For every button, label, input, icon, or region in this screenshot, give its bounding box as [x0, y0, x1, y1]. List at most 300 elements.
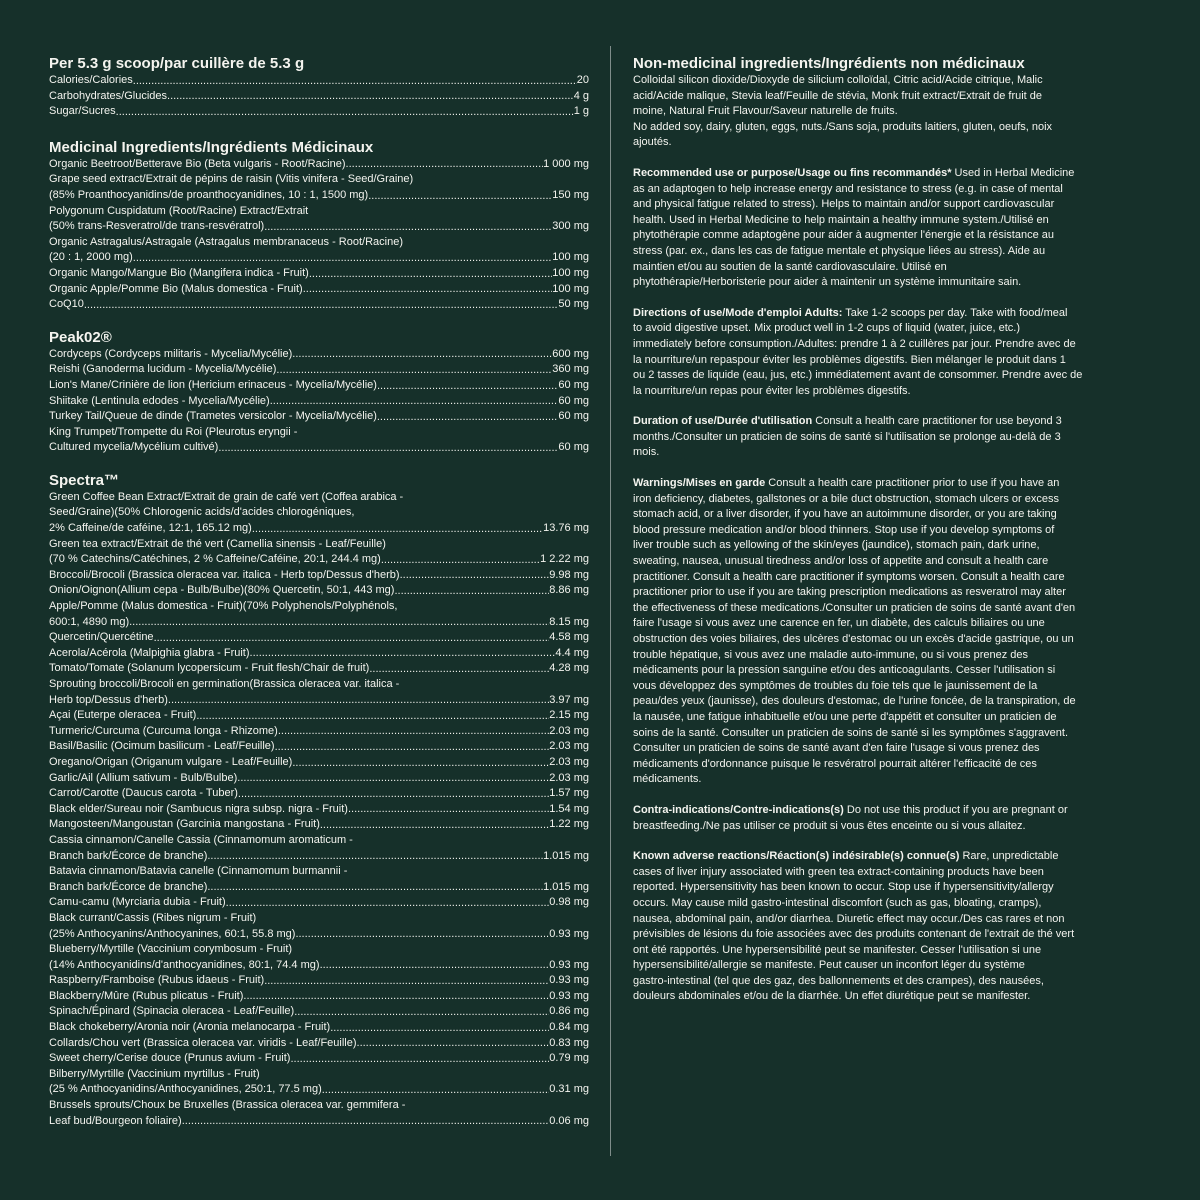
- paragraph-text: occurs. May cause mild gastro-intestinal discomfort (such as gas, bloating, cramps),: [633, 896, 1042, 909]
- ingredient-row: [49, 568, 589, 584]
- ingredient-line: Apple/Pomme (Malus domestica - Fruit)(70% Polyphenols/Polyphénols,: [49, 600, 398, 613]
- paragraph-text: nausea, abdominal pain, and/or diarrhea. Diuretic effect may occur./Des cas rares et non: [633, 912, 1065, 925]
- paragraph-text: vous développez des symptômes de troubles du foie tels que le jaunissement de la: [633, 679, 1038, 692]
- ingredient-name: Turmeric/Curcuma (Curcuma longa - Rhizome): [49, 724, 278, 737]
- right-column: [633, 55, 1158, 1020]
- ingredient-row: [49, 1036, 589, 1052]
- ingredient-row: [49, 89, 589, 105]
- paragraph-line: [633, 368, 1158, 384]
- paragraph-text: Do not use this product if you are pregnant or: [843, 803, 1068, 816]
- paragraph-line: [633, 430, 1158, 446]
- ingredient-row: [49, 347, 589, 363]
- ingredient-name: 600:1, 4890 mg): [49, 615, 130, 628]
- ingredient-amount: 1 2.22 mg: [540, 553, 589, 566]
- paragraph-text: Consulter un praticien de soins de santé avant d'en faire l'usage si vous prenez des: [633, 742, 1040, 755]
- info-paragraph: [633, 803, 1158, 834]
- ingredient-line: Green tea extract/Extrait de thé vert (Camellia sinensis - Leaf/Feuille): [49, 537, 386, 550]
- right-paragraphs: [633, 166, 1158, 1005]
- ingredient-name: Organic Mango/Mangue Bio (Mangifera indica - Fruit): [49, 266, 309, 279]
- ingredient-amount: 60 mg: [558, 441, 589, 454]
- paragraph-text: practitioner prior to use if you are taking prescription medications as resveratrol may alter: [633, 586, 1066, 599]
- paragraph-line: [633, 213, 1158, 229]
- ingredient-line: Polygonum Cuspidatum (Root/Racine) Extract/Extrait: [49, 204, 309, 217]
- column-divider: [610, 46, 611, 1156]
- ingredient-name: Mangosteen/Mangoustan (Garcinia mangostana - Fruit): [49, 818, 320, 831]
- nonmedicinal-line: moine, Natural Fruit Flavour/Saveur naturelle de fruits.: [633, 105, 898, 118]
- dot-leader: [320, 819, 549, 833]
- ingredient-name: Black elder/Sureau noir (Sambucus nigra subsp. nigra - Fruit): [49, 802, 348, 815]
- dot-leader: [218, 442, 558, 456]
- paragraph-line: [633, 228, 1158, 244]
- dot-leader: [292, 757, 549, 771]
- ingredient-name: Leaf bud/Bourgeon foliaire): [49, 1114, 182, 1127]
- ingredient-amount: 1.015 mg: [543, 849, 589, 862]
- ingredient-amount: 60 mg: [558, 378, 589, 391]
- ingredient-amount: 0.93 mg: [549, 974, 589, 987]
- ingredient-amount: 1 000 mg: [543, 157, 589, 170]
- ingredient-amount: 360 mg: [552, 363, 589, 376]
- paragraph-line: [633, 507, 1158, 523]
- serving-title: Per 5.3 g scoop/par cuillère de 5.3 g: [49, 55, 305, 72]
- paragraph-text: ont été rapportés. Une hypersensibilité peut se manifester. Cesser l'utilisation si une: [633, 943, 1042, 956]
- ingredient-amount: 2.03 mg: [549, 740, 589, 753]
- dot-leader: [400, 569, 550, 583]
- dot-leader: [154, 632, 550, 646]
- ingredient-amount: 100 mg: [552, 282, 589, 295]
- ingredient-row: [49, 1051, 589, 1067]
- ingredient-name: Açai (Euterpe oleracea - Fruit): [49, 709, 197, 722]
- ingredient-amount: 9.98 mg: [549, 568, 589, 581]
- paragraph-text: médicaments d'ordonnance puisque le resvératrol pourrait altérer l'efficacité de ces: [633, 757, 1037, 770]
- ingredient-name: (50% trans-Resveratrol/de trans-resvératrol): [49, 220, 265, 233]
- ingredient-amount: 4.4 mg: [555, 646, 589, 659]
- paragraph-text: Used in Herbal Medicine: [951, 166, 1075, 179]
- ingredient-amount: 100 mg: [552, 266, 589, 279]
- dot-leader: [357, 1037, 550, 1051]
- paragraph-text: Take 1-2 scoops per day. Take with food/meal: [842, 306, 1068, 319]
- medicinal-rows: [49, 157, 589, 313]
- paragraph-text: prévisibles de lésions du foie associées avec des produits contenant de l'extrait de thé vert: [633, 928, 1075, 941]
- paragraph-line: [633, 974, 1158, 990]
- paragraph-text: phytothérapie/Herboristerie pour aider à maintenir un système immunitaire sain.: [633, 276, 1022, 289]
- dot-leader: [237, 772, 549, 786]
- ingredient-row: [49, 646, 589, 662]
- ingredient-name: (25% Anthocyanins/Anthocyanines, 60:1, 55.8 mg): [49, 927, 296, 940]
- ingredient-name: Garlic/Ail (Allium sativum - Bulb/Bulbe): [49, 771, 238, 784]
- paragraph-text: to avoid digestive upset. Mix product well in 1-2 cups of liquid (water, juice, etc.): [633, 322, 1021, 335]
- nonmedicinal-line: acid/Acide malique, Stevia leaf/Feuille de stévia, Monk fruit extract/Extrait de fruit de: [633, 89, 1043, 102]
- ingredient-amount: 0.83 mg: [549, 1036, 589, 1049]
- paragraph-text: blood pressure medication and/or blood thinners. Stop use if you develop symptoms of: [633, 523, 1055, 536]
- paragraph-text: trouble hépatique, si vous avez une maladie auto-immune, ou si vous prenez des: [633, 648, 1029, 661]
- peak-section: [49, 329, 589, 456]
- ingredient-name: Carrot/Carotte (Daucus carota - Tuber): [49, 787, 238, 800]
- ingredient-row: [49, 661, 589, 677]
- paragraph-line: [633, 476, 1158, 492]
- ingredient-row: [49, 440, 589, 456]
- paragraph-line: [633, 337, 1158, 353]
- dot-leader: [129, 616, 549, 630]
- paragraph-line: [633, 726, 1158, 742]
- ingredient-name: Sugar/Sucres: [49, 105, 116, 118]
- ingredient-name: 2% Caffeine/de caféine, 12:1, 165.12 mg): [49, 522, 252, 535]
- ingredient-name: (20 : 1, 2000 mg): [49, 251, 133, 264]
- dot-leader: [320, 959, 550, 973]
- dot-leader: [368, 190, 552, 204]
- ingredient-amount: 60 mg: [558, 410, 589, 423]
- paragraph-label: Contra-indications/Contre-indications(s): [633, 803, 844, 816]
- paragraph-line: [633, 632, 1158, 648]
- ingredient-name: Organic Apple/Pomme Bio (Malus domestica - Fruit): [49, 282, 303, 295]
- ingredient-line: Sprouting broccoli/Brocoli en germination(Brassica oleracea var. italica -: [49, 678, 400, 690]
- ingredient-row: [49, 521, 589, 537]
- ingredient-line: Blueberry/Myrtille (Vaccinium corymbosum - Fruit): [49, 943, 293, 956]
- left-column: [49, 55, 589, 1145]
- paragraph-text: Consult a health care practitioner for use beyond 3: [812, 415, 1062, 428]
- ingredient-row: [49, 1020, 589, 1036]
- ingredient-amount: 4.58 mg: [549, 631, 589, 644]
- ingredient-row: [49, 786, 589, 802]
- paragraph-line: [633, 616, 1158, 632]
- dot-leader: [264, 975, 549, 989]
- ingredient-amount: 1.015 mg: [543, 880, 589, 893]
- ingredient-amount: 20: [576, 74, 589, 86]
- paragraph-text: la nourriture/un repas pour éviter les problèmes digestifs.: [633, 384, 911, 397]
- dot-leader: [252, 523, 543, 537]
- dot-leader: [264, 221, 552, 235]
- ingredient-name: Cordyceps (Cordyceps militaris - Mycelia/Mycélie): [49, 347, 293, 360]
- ingredient-name: Shiitake (Lentinula edodes - Mycelia/Mycélie): [49, 394, 270, 407]
- ingredient-name: Turkey Tail/Queue de dinde (Trametes versicolor - Mycelia/Mycélie): [49, 410, 377, 423]
- dot-leader: [290, 1053, 549, 1067]
- paragraph-label: Recommended use or purpose/Usage ou fins recommandés*: [633, 166, 952, 179]
- paragraph-line: [633, 880, 1158, 896]
- paragraph-line: [633, 260, 1158, 276]
- ingredient-line: Organic Astragalus/Astragale (Astragalus membranaceus - Root/Racine): [49, 235, 403, 248]
- paragraph-line: [633, 601, 1158, 617]
- ingredient-row: [49, 394, 589, 410]
- dot-leader: [303, 283, 553, 297]
- dot-leader: [294, 1006, 549, 1020]
- paragraph-text: practitioner. Consult a health care practitioner if symptoms worsen. Consult a health care: [633, 570, 1065, 583]
- ingredient-line: Bilberry/Myrtille (Vaccinium myrtillus - Fruit): [49, 1067, 260, 1080]
- info-paragraph: [633, 414, 1158, 461]
- paragraph-text: médicaments pour la pression sanguine et/ou des anticoagulants. Cesser l'utilisation si: [633, 664, 1056, 677]
- ingredient-row: [49, 958, 589, 974]
- ingredient-name: Organic Beetroot/Betterave Bio (Beta vulgaris - Root/Racine): [49, 157, 346, 170]
- ingredient-amount: 0.86 mg: [549, 1005, 589, 1018]
- ingredient-name: (70 % Catechins/Catéchines, 2 % Caffeine/Caféine, 20:1, 244.4 mg): [49, 553, 381, 566]
- paragraph-text: hypersensibilité/allergie se manifeste. Peut causer un inconfort léger du système: [633, 959, 1025, 972]
- paragraph-line: [633, 353, 1158, 369]
- paragraph-text: immediately before consumption./Adultes: prendre 1 à 2 cuillères par jour. Prendre avec de: [633, 337, 1076, 350]
- paragraph-line: [633, 849, 1158, 865]
- dot-leader: [196, 710, 549, 724]
- paragraph-text: iron deficiency, diabetes, gallstones or a bile duct obstruction, stomach ulcers or excess: [633, 492, 1059, 505]
- dot-leader: [243, 990, 549, 1004]
- ingredient-row: [49, 708, 589, 724]
- ingredient-name: Broccoli/Brocoli (Brassica oleracea var. italica - Herb top/Dessus d'herb): [49, 568, 400, 581]
- ingredient-line: Cassia cinnamon/Canelle Cassia (Cinnamomum aromaticum -: [49, 833, 353, 846]
- ingredient-amount: 0.93 mg: [549, 989, 589, 1002]
- spectra-rows: [49, 490, 589, 1129]
- ingredient-row: [49, 409, 589, 425]
- ingredient-amount: 0.98 mg: [549, 896, 589, 909]
- ingredient-row: [49, 73, 589, 89]
- serving-section: [49, 55, 589, 120]
- ingredient-name: Calories/Calories: [49, 74, 133, 86]
- paragraph-line: [633, 306, 1158, 322]
- dot-leader: [133, 252, 553, 266]
- ingredient-amount: 2.03 mg: [549, 724, 589, 737]
- ingredient-amount: 0.93 mg: [549, 958, 589, 971]
- ingredient-name: Carbohydrates/Glucides: [49, 89, 168, 102]
- ingredient-row: [49, 802, 589, 818]
- dot-leader: [84, 299, 559, 313]
- ingredient-amount: 300 mg: [552, 220, 589, 233]
- paragraph-line: [633, 772, 1158, 788]
- ingredient-name: Black chokeberry/Aronia noir (Aronia melanocarpa - Fruit): [49, 1021, 331, 1034]
- paragraph-line: [633, 384, 1158, 400]
- ingredient-row: [49, 297, 589, 313]
- ingredient-name: Branch bark/Écorce de branche): [49, 880, 208, 893]
- ingredient-amount: 4.28 mg: [549, 662, 589, 675]
- paragraph-text: liver trouble such as yellowing of the skin/eyes (jaundice), stomach pain, dark urine,: [633, 539, 1040, 552]
- dot-leader: [207, 881, 543, 895]
- paragraph-text: cases of liver injury associated with green tea extract-containing products have been: [633, 865, 1044, 878]
- ingredient-amount: 3.97 mg: [549, 693, 589, 706]
- ingredient-line: Batavia cinnamon/Batavia canelle (Cinnamomum burmannii -: [49, 865, 348, 878]
- dot-leader: [276, 364, 552, 378]
- ingredient-row: [49, 282, 589, 298]
- paragraph-line: [633, 414, 1158, 430]
- paragraph-line: [633, 679, 1158, 695]
- nonmedicinal-line: ajoutés.: [633, 136, 672, 149]
- dot-leader: [133, 75, 577, 89]
- paragraph-line: [633, 943, 1158, 959]
- ingredient-name: Herb top/Dessus d'herb): [49, 693, 168, 706]
- ingredient-name: Blackberry/Mûre (Rubus plicatus - Fruit): [49, 989, 244, 1002]
- ingredient-name: Basil/Basilic (Ocimum basilicum - Leaf/Feuille): [49, 740, 275, 753]
- paragraph-line: [633, 741, 1158, 757]
- paragraph-text: douleurs abdominales et/ou de la diarrhée. Un effet diurétique peut se manifester.: [633, 990, 1031, 1003]
- medicinal-title: Medicinal Ingredients/Ingrédients Médicinaux: [49, 138, 374, 156]
- paragraph-line: [633, 803, 1158, 819]
- paragraph-line: [633, 989, 1158, 1005]
- dot-leader: [182, 1115, 550, 1129]
- ingredient-amount: 1.57 mg: [549, 787, 589, 800]
- medicinal-section: [49, 139, 589, 313]
- ingredient-amount: 2.03 mg: [549, 755, 589, 768]
- ingredient-row: [49, 817, 589, 833]
- paragraph-line: [633, 663, 1158, 679]
- paragraph-label: Duration of use/Durée d'utilisation: [633, 415, 813, 428]
- ingredient-row: [49, 880, 589, 896]
- ingredient-amount: 13.76 mg: [543, 522, 589, 535]
- info-paragraph: [633, 306, 1158, 400]
- ingredient-amount: 100 mg: [552, 251, 589, 264]
- dot-leader: [207, 850, 543, 864]
- paragraph-text: Consult a health care practitioner prior to use if you have an: [765, 477, 1060, 490]
- ingredient-amount: 1.22 mg: [549, 818, 589, 831]
- ingredient-amount: 8.15 mg: [549, 615, 589, 628]
- ingredient-name: Sweet cherry/Cerise douce (Prunus avium - Fruit): [49, 1052, 291, 1065]
- paragraph-line: [633, 445, 1158, 461]
- paragraph-text: health. Used in Herbal Medicine to help maintain a healthy immune system./Utilisé en: [633, 213, 1049, 226]
- dot-leader: [295, 928, 549, 942]
- paragraph-line: [633, 554, 1158, 570]
- paragraph-text: soins de la santé. Consulter un praticien de soins de santé si les symptômes s'aggravent.: [633, 726, 1068, 739]
- ingredient-amount: 0.79 mg: [549, 1052, 589, 1065]
- spectra-title: Spectra™: [49, 471, 120, 489]
- ingredient-name: CoQ10: [49, 298, 84, 311]
- ingredient-amount: 0.06 mg: [549, 1114, 589, 1127]
- ingredient-row: [49, 157, 589, 173]
- dot-leader: [348, 803, 549, 817]
- ingredient-row: [49, 630, 589, 646]
- dot-leader: [394, 585, 549, 599]
- paragraph-line: [633, 865, 1158, 881]
- ingredient-row: [49, 895, 589, 911]
- ingredient-name: Onion/Oignon(Allium cepa - Bulb/Bulbe)(80% Quercetin, 50:1, 443 mg): [49, 584, 395, 597]
- paragraph-line: [633, 492, 1158, 508]
- paragraph-text: ou 2 tasses de liquide (eau, jus, etc.) immédiatement avant de consommer. Prendre avec de: [633, 369, 1083, 382]
- ingredient-amount: 600 mg: [552, 347, 589, 360]
- paragraph-text: phytothérapie comme adaptogène pour aider à augmenter l'énergie et la résistance au: [633, 229, 1054, 242]
- ingredient-row: [49, 1082, 589, 1098]
- ingredient-row: [49, 724, 589, 740]
- ingredient-name: Acerola/Acérola (Malpighia glabra - Fruit): [49, 646, 250, 659]
- paragraph-line: [633, 585, 1158, 601]
- ingredient-row: [49, 188, 589, 204]
- ingredient-row: [49, 552, 589, 568]
- paragraph-line: [633, 275, 1158, 291]
- paragraph-line: [633, 182, 1158, 198]
- paragraph-text: Rare, unpredictable: [959, 850, 1059, 863]
- paragraph-line: [633, 244, 1158, 260]
- ingredient-name: Spinach/Épinard (Spinacia oleracea - Leaf/Feuille): [49, 1005, 295, 1018]
- ingredient-name: Reishi (Ganoderma lucidum - Mycelia/Mycélie): [49, 363, 277, 376]
- paragraph-text: gastro-intestinal (tel que des gaz, des ballonnements et des crampes), des nausées,: [633, 974, 1044, 987]
- info-paragraph: [633, 166, 1158, 291]
- ingredient-row: [49, 1114, 589, 1130]
- ingredient-row: [49, 693, 589, 709]
- dot-leader: [275, 741, 550, 755]
- dot-leader: [167, 90, 574, 104]
- nonmedicinal-title: Non-medicinal ingredients/Ingrédients non médicinaux: [633, 55, 1025, 72]
- paragraph-line: [633, 570, 1158, 586]
- dot-leader: [309, 268, 552, 282]
- paragraph-line: [633, 912, 1158, 928]
- ingredient-name: (85% Proanthocyanidins/de proanthocyanidines, 10 : 1, 1500 mg): [49, 188, 369, 201]
- paragraph-line: [633, 648, 1158, 664]
- ingredient-name: (25 % Anthocyanidins/Anthocyanidines, 250:1, 77.5 mg): [49, 1083, 322, 1096]
- paragraph-line: [633, 166, 1158, 182]
- paragraph-text: obstruction des voies biliaires, des ulcères d'estomac ou un excès d'acide gastrique, ou un: [633, 633, 1074, 645]
- info-paragraph: [633, 476, 1158, 788]
- ingredient-name: Tomato/Tomate (Solanum lycopersicum - Fruit flesh/Chair de fruit): [49, 662, 370, 675]
- ingredient-row: [49, 973, 589, 989]
- ingredient-row: [49, 250, 589, 266]
- ingredient-row: [49, 266, 589, 282]
- paragraph-text: and physical fatigue related to stress). Helps to maintain and/or support cardiovascular: [633, 198, 1055, 211]
- peak-rows: [49, 347, 589, 456]
- ingredient-row: [49, 927, 589, 943]
- paragraph-text: faire l'usage si vous avez une carence en fer, un diabète, des calculs biliaires ou une: [633, 617, 1045, 630]
- ingredient-name: Oregano/Origan (Origanum vulgare - Leaf/Feuille): [49, 755, 293, 768]
- paragraph-text: médicaments.: [633, 773, 702, 786]
- ingredient-line: King Trumpet/Trompette du Roi (Pleurotus eryngii -: [49, 425, 298, 438]
- paragraph-label: Warnings/Mises en garde: [633, 477, 766, 490]
- paragraph-line: [633, 958, 1158, 974]
- dot-leader: [278, 725, 549, 739]
- paragraph-text: sweating, nausea, unusual tiredness and/or loss of appetite and consult a health care: [633, 555, 1049, 568]
- ingredient-row: [49, 378, 589, 394]
- dot-leader: [381, 554, 540, 568]
- paragraph-line: [633, 819, 1158, 835]
- ingredient-name: Raspberry/Framboise (Rubus idaeus - Fruit): [49, 974, 265, 987]
- ingredient-amount: 2.03 mg: [549, 771, 589, 784]
- paragraph-text: peau/des yeux (jaunisse), des douleurs d'estomac, de l'urine foncée, de la transpiration, de: [633, 695, 1076, 708]
- ingredient-row: [49, 583, 589, 599]
- spectra-section: [49, 472, 589, 1129]
- paragraph-text: months./Consulter un praticien de soins de santé si l'utilisation se prolonge au-delà de 3: [633, 430, 1061, 443]
- ingredient-name: Quercetin/Quercétine: [49, 631, 154, 644]
- ingredient-row: [49, 104, 589, 120]
- ingredient-amount: 1 g: [573, 105, 589, 118]
- ingredient-amount: 1.54 mg: [549, 802, 589, 815]
- dot-leader: [377, 411, 559, 425]
- ingredient-name: (14% Anthocyanidins/d'anthocyanidines, 80:1, 74.4 mg): [49, 958, 320, 971]
- paragraph-text: maintien et/ou au soutien de la santé cardiovasculaire. Utilisé en: [633, 260, 947, 273]
- paragraph-text: stomach acid, or a liver disorder, if you have an autoimmune disorder, or you are taking: [633, 508, 1057, 521]
- serving-rows: [49, 73, 589, 120]
- ingredient-amount: 0.31 mg: [549, 1083, 589, 1096]
- ingredient-row: [49, 1004, 589, 1020]
- ingredient-amount: 0.84 mg: [549, 1021, 589, 1034]
- paragraph-line: [633, 538, 1158, 554]
- ingredient-amount: 60 mg: [558, 394, 589, 407]
- ingredient-row: [49, 739, 589, 755]
- nonmedicinal-text: [633, 73, 1158, 151]
- dot-leader: [292, 348, 552, 362]
- ingredient-name: Branch bark/Écorce de branche): [49, 849, 208, 862]
- paragraph-text: as an adaptogen to help increase energy and resistance to stress (e.g. in case of mental: [633, 182, 1063, 195]
- ingredient-row: [49, 771, 589, 787]
- dot-leader: [250, 647, 556, 661]
- ingredient-line: Green Coffee Bean Extract/Extrait de grain de café vert (Coffea arabica -: [49, 490, 404, 503]
- paragraph-text: stress (par. ex., dans les cas de fatigue mentale et physique liées au stress). Aide au: [633, 244, 1046, 257]
- paragraph-text: mois.: [633, 446, 660, 459]
- dot-leader: [377, 380, 558, 394]
- ingredient-row: [49, 362, 589, 378]
- nonmedicinal-line: No added soy, dairy, gluten, eggs, nuts./Sans soja, produits laitiers, gluten, oeufs, noix: [633, 120, 1053, 133]
- paragraph-line: [633, 927, 1158, 943]
- paragraph-text: breastfeeding./Ne pas utiliser ce produit si vous êtes enceinte ou si vous allaitez.: [633, 819, 1026, 832]
- dot-leader: [322, 1084, 550, 1098]
- dot-leader: [226, 897, 550, 911]
- info-paragraph: [633, 849, 1158, 1005]
- paragraph-text: the effectiveness of these medications./Consulter un praticien de soins de santé avant d'en: [633, 601, 1076, 614]
- paragraph-line: [633, 896, 1158, 912]
- ingredient-name: Lion's Mane/Crinière de lion (Hericium erinaceus - Mycelia/Mycélie): [49, 378, 377, 391]
- paragraph-line: [633, 710, 1158, 726]
- ingredient-line: Brussels sprouts/Choux be Bruxelles (Brassica oleracea var. gemmifera -: [49, 1099, 406, 1112]
- paragraph-label: Known adverse reactions/Réaction(s) indésirable(s) connue(s): [633, 850, 960, 863]
- ingredient-name: Camu-camu (Myrciaria dubia - Fruit): [49, 896, 226, 909]
- ingredient-name: Collards/Chou vert (Brassica oleracea var. viridis - Leaf/Feuille): [49, 1036, 357, 1049]
- ingredient-amount: 0.93 mg: [549, 927, 589, 940]
